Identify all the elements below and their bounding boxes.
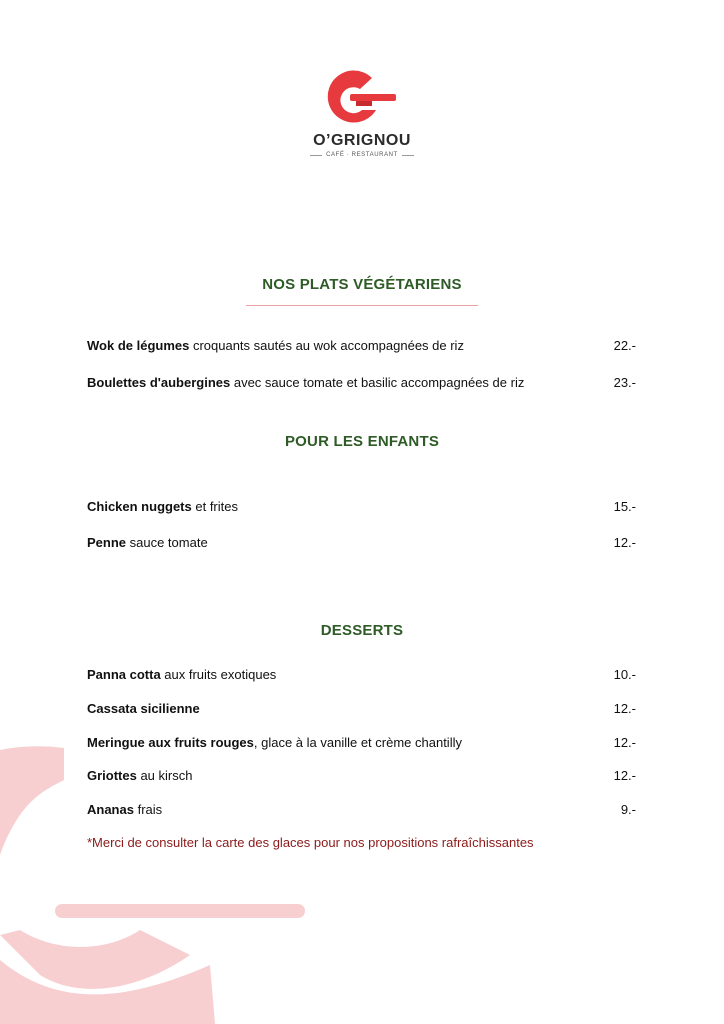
item-price: 12.- bbox=[613, 700, 636, 716]
divider bbox=[310, 155, 322, 156]
menu-item bbox=[87, 336, 636, 354]
menu-item bbox=[87, 766, 636, 784]
item-price: 9.- bbox=[620, 801, 636, 817]
menu-item bbox=[87, 373, 636, 391]
item-name: Meringue aux fruits rouges bbox=[87, 734, 254, 750]
item-description: sauce tomate bbox=[126, 534, 208, 550]
item-name: Chicken nuggets bbox=[87, 498, 192, 514]
section-title-kids: POUR LES ENFANTS bbox=[284, 433, 440, 450]
menu-item bbox=[87, 800, 636, 818]
item-price: 22.- bbox=[613, 337, 636, 353]
item-description: avec sauce tomate et basilic accompagnées de riz bbox=[230, 374, 525, 390]
menu-item bbox=[87, 665, 636, 683]
grignou-logo-icon bbox=[326, 70, 398, 130]
menu-item bbox=[87, 533, 636, 551]
brand-name: O’GRIGNOU bbox=[313, 132, 411, 149]
item-description: , glace à la vanille et crème chantilly bbox=[253, 734, 462, 750]
item-price: 23.- bbox=[613, 374, 636, 390]
brand-tagline: CAFÉ · RESTAURANT bbox=[326, 152, 398, 158]
item-name: Wok de légumes bbox=[87, 337, 190, 353]
ice-cream-note: *Merci de consulter la carte des glaces pour nos propositions rafraîchissantes bbox=[87, 835, 534, 850]
item-description: au kirsch bbox=[136, 767, 193, 783]
menu-item bbox=[87, 497, 636, 515]
section-title-vegetarian: NOS PLATS VÉGÉTARIENS bbox=[262, 276, 462, 293]
item-description: frais bbox=[133, 801, 163, 817]
item-description: croquants sautés au wok accompagnées de riz bbox=[189, 337, 464, 353]
item-name: Ananas bbox=[87, 801, 134, 817]
item-name: Griottes bbox=[87, 767, 137, 783]
menu-item bbox=[87, 733, 636, 751]
item-name: Boulettes d'aubergines bbox=[87, 374, 231, 390]
item-description: aux fruits exotiques bbox=[160, 666, 277, 682]
section-title-desserts: DESSERTS bbox=[320, 622, 404, 639]
item-price: 12.- bbox=[613, 734, 636, 750]
item-price: 15.- bbox=[613, 498, 636, 514]
section-title-underline bbox=[246, 305, 478, 306]
item-name: Penne bbox=[87, 534, 127, 550]
menu-item bbox=[87, 699, 636, 717]
tagline-row bbox=[296, 152, 428, 158]
divider bbox=[402, 155, 414, 156]
item-name: Cassata sicilienne bbox=[87, 700, 200, 716]
item-price: 10.- bbox=[613, 666, 636, 682]
item-description: et frites bbox=[191, 498, 238, 514]
item-price: 12.- bbox=[613, 534, 636, 550]
item-name: Panna cotta bbox=[87, 666, 161, 682]
logo bbox=[296, 70, 428, 158]
item-price: 12.- bbox=[613, 767, 636, 783]
